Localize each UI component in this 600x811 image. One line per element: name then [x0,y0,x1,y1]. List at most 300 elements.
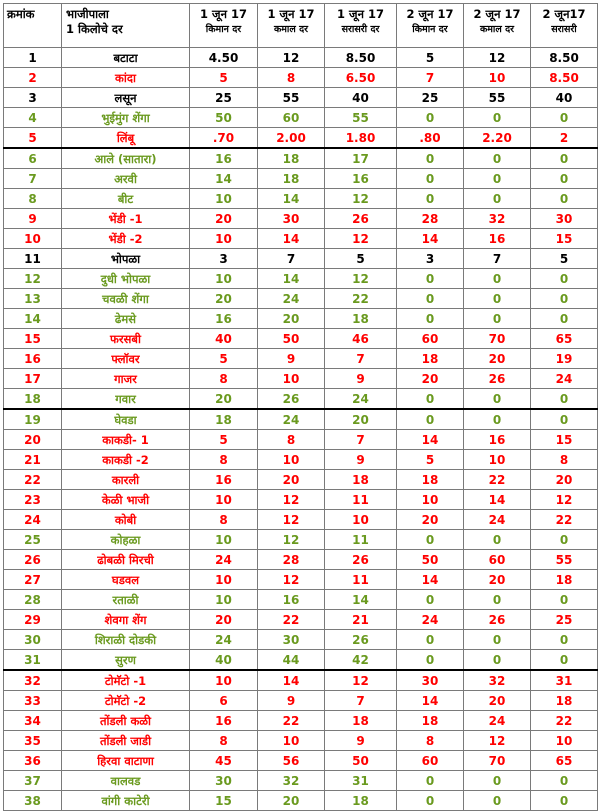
cell-jun2-avg: 15 [531,430,598,450]
cell-jun1-min: 3 [190,249,258,269]
cell-jun1-min: 20 [190,289,258,309]
cell-serial: 38 [4,791,62,811]
table-row [4,470,598,490]
cell-jun1-avg: 11 [325,490,397,510]
cell-jun2-avg: 12 [531,490,598,510]
cell-jun2-min: 0 [397,148,464,169]
cell-jun2-max: 55 [464,88,531,108]
cell-jun1-avg: 40 [325,88,397,108]
cell-serial: 6 [4,148,62,169]
cell-jun1-max: 9 [258,691,325,711]
table-row [4,791,598,811]
cell-jun1-max: 12 [258,48,325,68]
cell-serial: 18 [4,389,62,410]
cell-vegetable: कांदा [62,68,190,88]
cell-serial: 3 [4,88,62,108]
cell-jun2-max: 12 [464,48,531,68]
table-row [4,530,598,550]
cell-jun2-max: 0 [464,269,531,289]
cell-jun1-min: 5 [190,430,258,450]
cell-jun2-avg: 0 [531,409,598,430]
cell-serial: 22 [4,470,62,490]
cell-vegetable: फरसबी [62,329,190,349]
cell-jun2-max: 12 [464,731,531,751]
cell-jun1-avg: 17 [325,148,397,169]
cell-vegetable: ढेमसे [62,309,190,329]
cell-jun1-max: 9 [258,349,325,369]
cell-vegetable: केळी भाजी [62,490,190,510]
cell-jun2-min: 5 [397,450,464,470]
cell-jun2-max: 0 [464,108,531,128]
cell-jun2-min: 0 [397,108,464,128]
cell-serial: 24 [4,510,62,530]
cell-jun1-min: 16 [190,309,258,329]
cell-jun1-max: 12 [258,510,325,530]
cell-jun1-max: 14 [258,189,325,209]
cell-vegetable: घडवल [62,570,190,590]
cell-jun2-avg: 65 [531,329,598,349]
cell-jun2-max: 0 [464,309,531,329]
cell-jun2-max: 10 [464,450,531,470]
price-table-container [3,3,597,811]
cell-jun1-avg: 12 [325,670,397,691]
cell-jun2-max: 32 [464,209,531,229]
cell-jun1-min: 10 [190,670,258,691]
cell-jun2-avg: 0 [531,189,598,209]
cell-jun1-max: 22 [258,610,325,630]
cell-jun2-min: 10 [397,490,464,510]
table-row [4,169,598,189]
table-row [4,309,598,329]
cell-jun2-avg: 8.50 [531,68,598,88]
cell-jun2-min: 8 [397,731,464,751]
cell-jun1-min: 45 [190,751,258,771]
table-row [4,68,598,88]
cell-jun1-avg: 9 [325,369,397,389]
cell-jun1-avg: 18 [325,711,397,731]
header-vegetable: भाजीपाला 1 किलोचे दर [62,4,190,48]
cell-jun1-min: 10 [190,570,258,590]
cell-jun1-avg: 24 [325,389,397,410]
cell-jun1-max: 10 [258,731,325,751]
cell-jun1-min: 40 [190,329,258,349]
table-row [4,550,598,570]
cell-vegetable: लिंबू [62,128,190,149]
cell-jun2-max: 0 [464,530,531,550]
cell-jun1-min: 16 [190,711,258,731]
cell-jun2-max: 24 [464,711,531,731]
cell-jun2-avg: 0 [531,169,598,189]
cell-jun2-avg: 5 [531,249,598,269]
cell-serial: 27 [4,570,62,590]
cell-jun2-min: 18 [397,349,464,369]
cell-vegetable: फ्लॉवर [62,349,190,369]
cell-jun2-min: 7 [397,68,464,88]
cell-jun1-max: 16 [258,590,325,610]
cell-vegetable: घेवडा [62,409,190,430]
cell-jun2-min: 50 [397,550,464,570]
table-row [4,409,598,430]
cell-jun1-min: 40 [190,650,258,671]
table-row [4,751,598,771]
cell-serial: 10 [4,229,62,249]
cell-jun1-min: 16 [190,148,258,169]
cell-jun1-min: 25 [190,88,258,108]
cell-jun1-avg: 50 [325,751,397,771]
cell-jun2-min: 14 [397,430,464,450]
table-row [4,630,598,650]
cell-vegetable: गाजर [62,369,190,389]
cell-jun2-max: 0 [464,590,531,610]
cell-jun1-max: 18 [258,169,325,189]
cell-jun1-avg: 5 [325,249,397,269]
cell-jun1-max: 56 [258,751,325,771]
cell-jun1-min: .70 [190,128,258,149]
cell-jun2-avg: 65 [531,751,598,771]
cell-vegetable: दुधी भोपळा [62,269,190,289]
cell-jun2-min: 0 [397,269,464,289]
cell-jun1-max: 60 [258,108,325,128]
cell-jun1-avg: 16 [325,169,397,189]
cell-jun2-avg: 19 [531,349,598,369]
table-row [4,48,598,68]
cell-jun2-max: 22 [464,470,531,490]
cell-vegetable: अरवी [62,169,190,189]
cell-serial: 36 [4,751,62,771]
header-jun2-max: 2 जून 17 कमाल दर [464,4,531,48]
header-jun1-min: 1 जून 17 किमान दर [190,4,258,48]
cell-serial: 34 [4,711,62,731]
table-row [4,450,598,470]
cell-jun2-avg: 18 [531,691,598,711]
cell-serial: 1 [4,48,62,68]
table-row [4,389,598,410]
cell-vegetable: कारली [62,470,190,490]
header-jun2-avg: 2 जून17 सरासरी [531,4,598,48]
cell-jun2-max: 16 [464,430,531,450]
cell-serial: 28 [4,590,62,610]
cell-jun2-min: 0 [397,409,464,430]
header-jun1-max: 1 जून 17 कमाल दर [258,4,325,48]
cell-jun2-min: .80 [397,128,464,149]
cell-jun1-min: 24 [190,630,258,650]
cell-jun1-min: 20 [190,389,258,410]
cell-jun1-avg: 14 [325,590,397,610]
table-row [4,349,598,369]
cell-jun1-avg: 7 [325,430,397,450]
cell-jun2-min: 0 [397,289,464,309]
cell-jun2-min: 0 [397,189,464,209]
cell-jun2-avg: 8 [531,450,598,470]
table-row [4,229,598,249]
table-row [4,249,598,269]
cell-jun1-avg: 31 [325,771,397,791]
cell-jun1-avg: 11 [325,530,397,550]
cell-jun1-max: 12 [258,530,325,550]
cell-jun2-min: 0 [397,309,464,329]
cell-jun2-max: 0 [464,389,531,410]
table-row [4,269,598,289]
cell-serial: 37 [4,771,62,791]
cell-jun1-min: 6 [190,691,258,711]
cell-vegetable: ढोबळी मिरची [62,550,190,570]
cell-jun1-avg: 12 [325,189,397,209]
cell-jun1-max: 10 [258,369,325,389]
cell-vegetable: रताळी [62,590,190,610]
cell-jun2-min: 0 [397,771,464,791]
cell-jun1-min: 10 [190,229,258,249]
cell-jun1-min: 8 [190,369,258,389]
cell-jun2-max: 16 [464,229,531,249]
cell-vegetable: गवार [62,389,190,410]
cell-jun2-avg: 40 [531,88,598,108]
cell-jun1-max: 14 [258,269,325,289]
cell-jun2-avg: 0 [531,630,598,650]
cell-jun2-avg: 8.50 [531,48,598,68]
header-serial: क्रमांक [4,4,62,48]
cell-jun2-min: 0 [397,530,464,550]
cell-jun1-avg: 26 [325,209,397,229]
cell-serial: 14 [4,309,62,329]
cell-jun2-avg: 0 [531,269,598,289]
cell-vegetable: लसून [62,88,190,108]
cell-jun2-min: 14 [397,229,464,249]
cell-jun1-avg: 11 [325,570,397,590]
cell-jun2-avg: 0 [531,289,598,309]
cell-jun2-min: 14 [397,570,464,590]
cell-jun2-avg: 0 [531,771,598,791]
cell-jun1-max: 20 [258,309,325,329]
cell-jun2-min: 30 [397,670,464,691]
cell-jun2-min: 0 [397,389,464,410]
cell-jun1-min: 10 [190,189,258,209]
cell-jun1-max: 20 [258,791,325,811]
cell-jun2-avg: 0 [531,530,598,550]
cell-jun2-avg: 0 [531,108,598,128]
cell-jun2-avg: 0 [531,148,598,169]
cell-jun2-min: 0 [397,590,464,610]
cell-serial: 29 [4,610,62,630]
vegetable-price-table [3,3,598,811]
cell-vegetable: कोहळा [62,530,190,550]
cell-jun1-avg: 7 [325,691,397,711]
table-row [4,490,598,510]
cell-jun2-avg: 0 [531,389,598,410]
cell-serial: 35 [4,731,62,751]
cell-serial: 8 [4,189,62,209]
table-row [4,289,598,309]
cell-vegetable: सुरण [62,650,190,671]
cell-jun1-min: 8 [190,731,258,751]
cell-jun2-min: 0 [397,630,464,650]
cell-jun2-max: 26 [464,610,531,630]
cell-jun1-max: 14 [258,670,325,691]
cell-jun2-avg: 0 [531,650,598,671]
cell-jun2-max: 32 [464,670,531,691]
cell-jun1-min: 30 [190,771,258,791]
cell-jun1-avg: 21 [325,610,397,630]
cell-jun2-avg: 15 [531,229,598,249]
cell-jun1-min: 8 [190,450,258,470]
cell-jun2-min: 20 [397,510,464,530]
cell-jun2-max: 70 [464,751,531,771]
cell-jun1-min: 10 [190,590,258,610]
cell-jun1-max: 14 [258,229,325,249]
table-row [4,189,598,209]
table-row [4,711,598,731]
cell-jun2-avg: 24 [531,369,598,389]
table-row [4,148,598,169]
cell-jun2-min: 5 [397,48,464,68]
cell-jun1-max: 20 [258,470,325,490]
cell-jun1-min: 10 [190,490,258,510]
table-row [4,108,598,128]
table-row [4,570,598,590]
cell-jun1-max: 22 [258,711,325,731]
cell-jun2-min: 3 [397,249,464,269]
cell-jun1-min: 18 [190,409,258,430]
cell-serial: 13 [4,289,62,309]
cell-jun1-max: 8 [258,68,325,88]
cell-serial: 16 [4,349,62,369]
cell-serial: 33 [4,691,62,711]
cell-jun2-min: 0 [397,169,464,189]
cell-jun1-avg: 46 [325,329,397,349]
cell-vegetable: भोपळा [62,249,190,269]
cell-serial: 11 [4,249,62,269]
header-row [4,4,598,48]
cell-jun1-min: 5 [190,349,258,369]
cell-jun2-max: 10 [464,68,531,88]
cell-serial: 31 [4,650,62,671]
cell-jun2-min: 0 [397,791,464,811]
table-row [4,771,598,791]
table-row [4,610,598,630]
table-row [4,209,598,229]
cell-jun2-max: 0 [464,650,531,671]
cell-jun2-avg: 25 [531,610,598,630]
cell-jun2-max: 20 [464,349,531,369]
cell-serial: 30 [4,630,62,650]
header-jun1-avg: 1 जून 17 सरासरी दर [325,4,397,48]
cell-jun1-avg: 18 [325,470,397,490]
table-row [4,510,598,530]
cell-jun2-max: 0 [464,791,531,811]
cell-jun1-max: 18 [258,148,325,169]
cell-jun1-max: 10 [258,450,325,470]
cell-vegetable: तोंडली जाडी [62,731,190,751]
table-row [4,670,598,691]
cell-vegetable: टोमॅटो -2 [62,691,190,711]
cell-serial: 21 [4,450,62,470]
cell-serial: 12 [4,269,62,289]
cell-jun2-max: 20 [464,691,531,711]
cell-jun1-avg: 26 [325,630,397,650]
cell-jun2-avg: 30 [531,209,598,229]
cell-vegetable: चवळी शेंगा [62,289,190,309]
cell-jun2-avg: 2 [531,128,598,149]
cell-jun1-avg: 8.50 [325,48,397,68]
cell-vegetable: भेंडी -2 [62,229,190,249]
cell-jun1-max: 44 [258,650,325,671]
cell-jun1-avg: 20 [325,409,397,430]
cell-jun1-avg: 6.50 [325,68,397,88]
table-row [4,128,598,149]
table-row [4,369,598,389]
cell-jun2-max: 60 [464,550,531,570]
cell-jun1-min: 14 [190,169,258,189]
cell-jun2-min: 28 [397,209,464,229]
cell-jun1-max: 7 [258,249,325,269]
cell-jun1-min: 10 [190,269,258,289]
cell-jun2-min: 14 [397,691,464,711]
cell-jun2-min: 60 [397,329,464,349]
cell-jun1-max: 50 [258,329,325,349]
cell-jun1-max: 24 [258,409,325,430]
cell-serial: 15 [4,329,62,349]
cell-serial: 26 [4,550,62,570]
table-row [4,88,598,108]
table-row [4,430,598,450]
cell-jun2-max: 2.20 [464,128,531,149]
cell-serial: 4 [4,108,62,128]
cell-jun1-avg: 7 [325,349,397,369]
cell-jun1-max: 55 [258,88,325,108]
cell-serial: 5 [4,128,62,149]
cell-jun2-min: 24 [397,610,464,630]
cell-jun1-avg: 12 [325,269,397,289]
cell-jun1-avg: 18 [325,309,397,329]
cell-serial: 25 [4,530,62,550]
cell-serial: 2 [4,68,62,88]
table-row [4,691,598,711]
cell-vegetable: वालवड [62,771,190,791]
cell-jun1-max: 30 [258,630,325,650]
cell-vegetable: तोंडली कळी [62,711,190,731]
cell-jun1-avg: 55 [325,108,397,128]
cell-vegetable: कोबी [62,510,190,530]
cell-jun1-min: 15 [190,791,258,811]
cell-jun1-min: 20 [190,209,258,229]
cell-vegetable: बटाटा [62,48,190,68]
cell-jun2-avg: 31 [531,670,598,691]
cell-jun1-min: 10 [190,530,258,550]
cell-jun2-max: 24 [464,510,531,530]
cell-jun2-avg: 0 [531,791,598,811]
cell-jun2-min: 25 [397,88,464,108]
cell-jun2-max: 0 [464,289,531,309]
cell-jun2-avg: 22 [531,711,598,731]
cell-jun1-avg: 1.80 [325,128,397,149]
cell-jun1-avg: 9 [325,450,397,470]
table-row [4,590,598,610]
cell-jun1-avg: 12 [325,229,397,249]
cell-serial: 7 [4,169,62,189]
cell-jun2-max: 0 [464,771,531,791]
cell-jun1-max: 8 [258,430,325,450]
cell-jun1-max: 30 [258,209,325,229]
cell-jun1-avg: 9 [325,731,397,751]
cell-jun2-avg: 18 [531,570,598,590]
cell-jun1-avg: 42 [325,650,397,671]
cell-jun1-min: 16 [190,470,258,490]
cell-jun2-max: 14 [464,490,531,510]
cell-serial: 17 [4,369,62,389]
cell-jun1-avg: 22 [325,289,397,309]
cell-serial: 23 [4,490,62,510]
cell-vegetable: बीट [62,189,190,209]
cell-jun2-max: 0 [464,630,531,650]
